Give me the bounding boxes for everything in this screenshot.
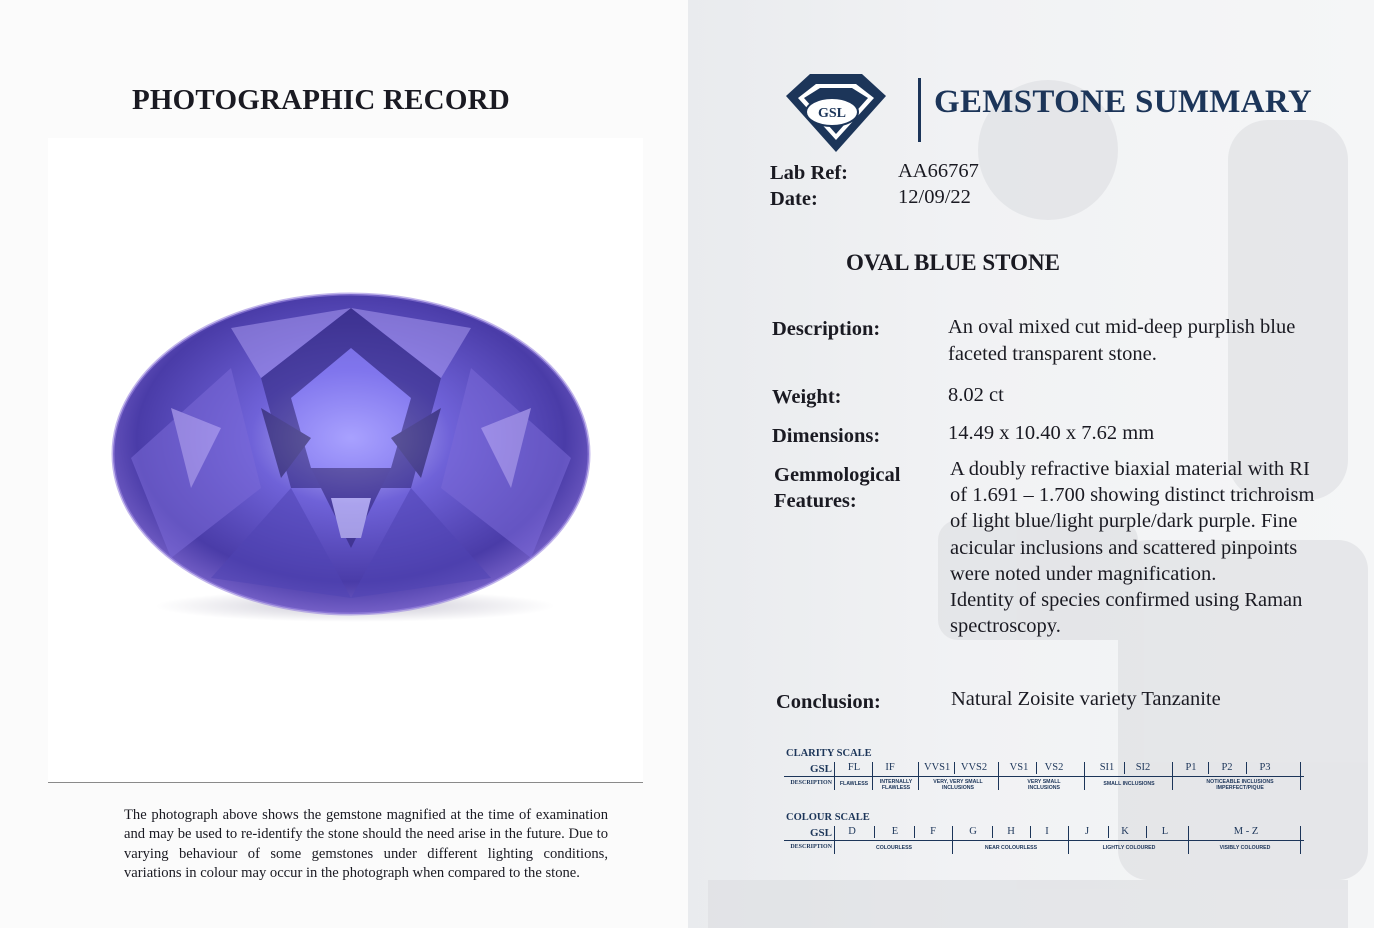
logo-divider [918,78,921,142]
features-text-identity: Identity of species confirmed using Raman spectroscopy. [950,589,1303,638]
clarity-grade: P2 [1221,762,1233,773]
clarity-scale-title: CLARITY SCALE [786,748,872,759]
weight-label: Weight: [772,386,842,408]
clarity-grade: VS1 [1009,762,1029,773]
colour-grade: M - Z [1233,826,1259,837]
dimensions-value: 14.49 x 10.40 x 7.62 mm [948,422,1155,444]
colour-tag: COLOURLESS [875,845,913,851]
colour-description-label: DESCRIPTION [790,844,832,850]
conclusion-value: Natural Zoisite variety Tanzanite [951,688,1221,710]
clarity-grade: SI2 [1135,762,1151,773]
clarity-grade: VS2 [1044,762,1064,773]
clarity-grade: SI1 [1099,762,1115,773]
clarity-grade: VVS1 [924,762,951,773]
gemstone-photo [111,288,591,628]
gemstone-summary-title: GEMSTONE SUMMARY [934,84,1312,120]
colour-grade: I [1045,826,1049,837]
photo-caption: The photograph above shows the gemstone magnified at the time of examination and may be used to re-identify the stone should the need arise in the future. Due to varying behaviour of some gemstones under different lighting conditions, variations in colour may occur in the photograph when compared to the stone. [124,807,608,881]
colour-tag: LIGHTLY COLOURED [1102,845,1156,851]
date-label: Date: [770,188,818,210]
clarity-description-label: DESCRIPTION [790,780,832,786]
colour-grade: D [848,826,856,837]
colour-gsl-label: GSL [809,827,832,839]
gsl-logo [780,66,892,158]
colour-tag: VISIBLY COLOURED [1219,845,1271,851]
lab-ref-value: AA66767 [898,160,979,182]
stone-title: OVAL BLUE STONE [846,250,1060,275]
colour-scale-title: COLOUR SCALE [786,812,870,823]
features-text: A doubly refractive biaxial material with RI of 1.691 – 1.700 showing distinct trichroism of light blue/light purple/dark purple. Fine acicular inclusions and scattered pinpoints were noted under magnification. [950,458,1315,585]
clarity-tag: VERY SMALL INCLUSIONS [1027,779,1061,791]
clarity-grade: VVS2 [960,762,988,773]
clarity-tag: NOTICEABLE INCLUSIONS IMPERFECT/PIQUE [1206,779,1274,791]
logo-text: GSL [817,106,847,121]
clarity-tag: FLAWLESS [839,781,869,787]
clarity-tag: VERY, VERY SMALL INCLUSIONS [933,779,983,791]
colour-tag: NEAR COLOURLESS [984,845,1038,851]
colour-grade: H [1007,826,1015,837]
clarity-grade: FL [847,762,861,773]
clarity-tag: SMALL INCLUSIONS [1103,781,1155,787]
description-value: An oval mixed cut mid-deep purplish blue faceted transparent stone. [948,316,1296,365]
clarity-scale [784,762,1304,792]
clarity-grade: P3 [1259,762,1271,773]
gemmological-label-line2: Features: [774,490,857,512]
gemmological-features-label [774,462,900,514]
colour-grade: L [1161,826,1169,837]
colour-grade: J [1084,826,1090,837]
clarity-gsl-label: GSL [809,763,832,775]
dimensions-label: Dimensions: [772,425,881,447]
lab-ref-label: Lab Ref: [770,162,849,184]
clarity-grade: IF [885,762,895,773]
colour-grade: K [1121,826,1129,837]
gemmological-label-line1: Gemmological [774,464,901,486]
colour-grade: E [891,826,899,837]
gemstone-summary-panel [688,0,1374,928]
conclusion-label: Conclusion: [776,691,881,713]
colour-grade: G [969,826,977,837]
gemmological-features-value [950,456,1322,639]
clarity-tag: INTERNALLY FLAWLESS [879,779,913,791]
photographic-record-title: PHOTOGRAPHIC RECORD [132,84,510,116]
gem-photo-frame [48,138,643,783]
weight-value: 8.02 ct [948,384,1004,406]
description-label: Description: [772,318,881,340]
date-value: 12/09/22 [898,186,971,208]
colour-scale [784,826,1304,856]
colour-grade: F [930,826,936,837]
clarity-grade: P1 [1185,762,1197,773]
